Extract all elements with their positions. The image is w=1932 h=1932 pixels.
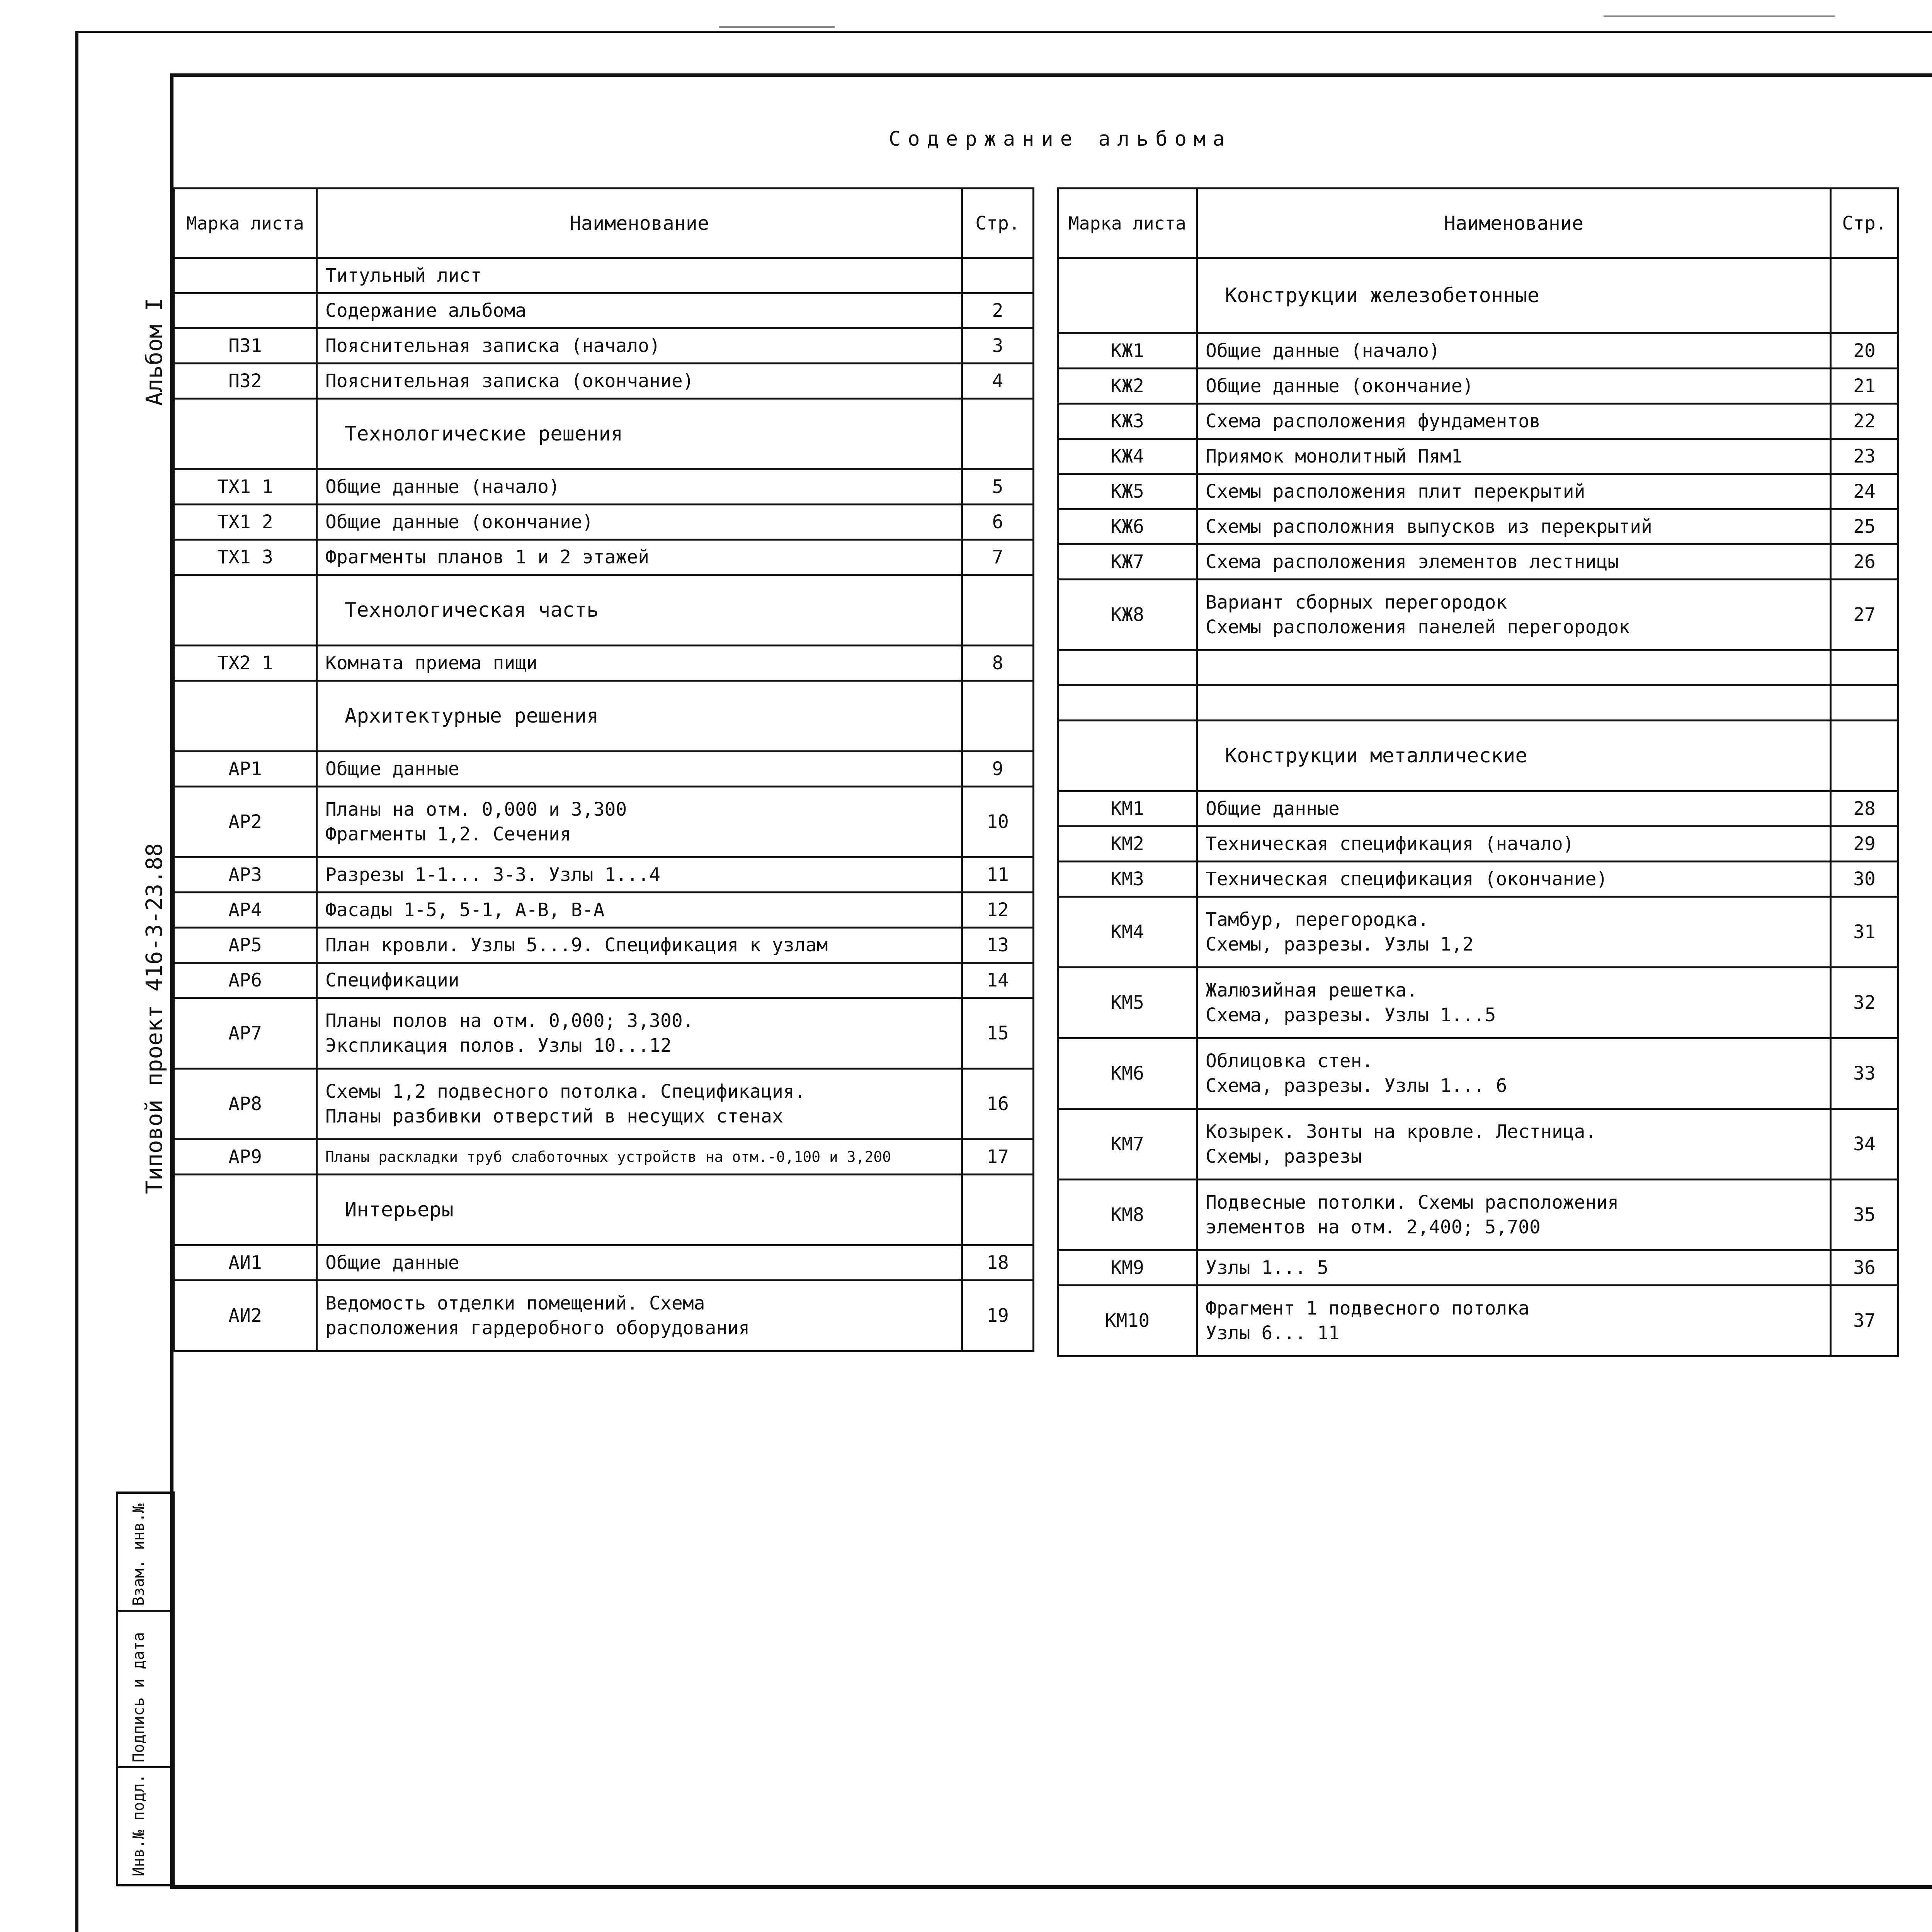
table-row bbox=[1058, 862, 1898, 897]
row-page: 9 bbox=[962, 752, 1034, 787]
row-page: 3 bbox=[962, 328, 1034, 364]
row-mark: КЖ7 bbox=[1058, 544, 1197, 580]
table-row bbox=[1058, 580, 1898, 650]
row-name: Общие данные (окончание) bbox=[317, 505, 962, 540]
table-row bbox=[174, 505, 1034, 540]
row-mark: КЖ5 bbox=[1058, 474, 1197, 509]
table-row bbox=[174, 293, 1034, 328]
row-name: Козырек. Зонты на кровле. Лестница. Схемы, разрезы bbox=[1197, 1109, 1831, 1180]
stamp-podpis: Подпись и дата bbox=[130, 1632, 148, 1762]
row-page: 30 bbox=[1831, 862, 1898, 897]
row-mark: АР3 bbox=[174, 857, 317, 893]
row-page bbox=[1831, 650, 1898, 685]
row-mark: КЖ2 bbox=[1058, 369, 1197, 404]
page-title: Содержание альбома bbox=[889, 128, 1232, 151]
row-name: Конструкции металлические bbox=[1197, 721, 1831, 791]
table-row bbox=[174, 998, 1034, 1069]
table-row bbox=[174, 787, 1034, 857]
row-page: 37 bbox=[1831, 1286, 1898, 1356]
row-mark: КМ6 bbox=[1058, 1038, 1197, 1109]
row-page: 31 bbox=[1831, 897, 1898, 968]
row-mark: АР5 bbox=[174, 928, 317, 963]
row-page: 21 bbox=[1831, 369, 1898, 404]
table-row bbox=[1058, 1038, 1898, 1109]
row-name: Вариант сборных перегородок Схемы расположения панелей перегородок bbox=[1197, 580, 1831, 650]
row-page: 29 bbox=[1831, 827, 1898, 862]
table-row bbox=[174, 963, 1034, 998]
row-mark bbox=[1058, 721, 1197, 791]
row-page: 35 bbox=[1831, 1180, 1898, 1250]
row-page: 23 bbox=[1831, 439, 1898, 474]
approval-stamp bbox=[116, 1492, 175, 1886]
row-page: 13 bbox=[962, 928, 1034, 963]
row-name: Спецификации bbox=[317, 963, 962, 998]
row-mark: АР4 bbox=[174, 893, 317, 928]
row-name: План кровли. Узлы 5...9. Спецификация к узлам bbox=[317, 928, 962, 963]
album-label: Альбом I bbox=[141, 298, 167, 406]
row-page bbox=[962, 1175, 1034, 1245]
table-row bbox=[1058, 1286, 1898, 1356]
row-mark: КМ10 bbox=[1058, 1286, 1197, 1356]
row-mark: ПЗ1 bbox=[174, 328, 317, 364]
row-name: Общие данные bbox=[1197, 791, 1831, 827]
row-name: Интерьеры bbox=[317, 1175, 962, 1245]
row-mark: АР8 bbox=[174, 1069, 317, 1139]
row-page bbox=[962, 681, 1034, 752]
row-page bbox=[1831, 685, 1898, 721]
row-name: Технологическая часть bbox=[317, 575, 962, 646]
row-mark bbox=[1058, 258, 1197, 333]
row-mark: КЖ3 bbox=[1058, 404, 1197, 439]
row-name: Тамбур, перегородка. Схемы, разрезы. Узлы 1,2 bbox=[1197, 897, 1831, 968]
table-row bbox=[1058, 685, 1898, 721]
row-page: 26 bbox=[1831, 544, 1898, 580]
row-mark bbox=[174, 293, 317, 328]
row-mark: АИ2 bbox=[174, 1281, 317, 1351]
row-page: 12 bbox=[962, 893, 1034, 928]
stamp-inv-podl: Инв.№ подл. bbox=[130, 1774, 148, 1876]
row-page: 15 bbox=[962, 998, 1034, 1069]
row-name: Ведомость отделки помещений. Схема расположения гардеробного оборудования bbox=[317, 1281, 962, 1351]
row-name: Планы полов на отм. 0,000; 3,300. Экспликация полов. Узлы 10...12 bbox=[317, 998, 962, 1069]
table-row bbox=[174, 575, 1034, 646]
row-mark: ТХ1 3 bbox=[174, 540, 317, 575]
row-name: Архитектурные решения bbox=[317, 681, 962, 752]
row-name: Конструкции железобетонные bbox=[1197, 258, 1831, 333]
row-page: 16 bbox=[962, 1069, 1034, 1139]
row-name: Схема расположения фундаментов bbox=[1197, 404, 1831, 439]
row-mark: КМ9 bbox=[1058, 1250, 1197, 1286]
row-page: 17 bbox=[962, 1139, 1034, 1175]
row-page: 19 bbox=[962, 1281, 1034, 1351]
row-mark: КМ7 bbox=[1058, 1109, 1197, 1180]
table-row bbox=[174, 1139, 1034, 1175]
row-mark: АР2 bbox=[174, 787, 317, 857]
row-mark: АР1 bbox=[174, 752, 317, 787]
table-row bbox=[1058, 369, 1898, 404]
row-name: Разрезы 1-1... 3-3. Узлы 1...4 bbox=[317, 857, 962, 893]
row-name: Фасады 1-5, 5-1, А-В, В-А bbox=[317, 893, 962, 928]
header-page: Стр. bbox=[962, 189, 1034, 258]
table-row bbox=[1058, 333, 1898, 369]
row-mark: КЖ8 bbox=[1058, 580, 1197, 650]
table-row bbox=[1058, 404, 1898, 439]
row-name: Планы на отм. 0,000 и 3,300 Фрагменты 1,2. Сечения bbox=[317, 787, 962, 857]
row-name: Титульный лист bbox=[317, 258, 962, 293]
row-mark bbox=[1058, 685, 1197, 721]
table-row bbox=[1058, 258, 1898, 333]
table-row bbox=[1058, 650, 1898, 685]
row-mark: КМ2 bbox=[1058, 827, 1197, 862]
row-page: 20 bbox=[1831, 333, 1898, 369]
table-row bbox=[1058, 1109, 1898, 1180]
row-name: Общие данные (окончание) bbox=[1197, 369, 1831, 404]
row-mark: АР6 bbox=[174, 963, 317, 998]
row-name: Жалюзийная решетка. Схема, разрезы. Узлы 1...5 bbox=[1197, 968, 1831, 1038]
row-name: Приямок монолитный Пям1 bbox=[1197, 439, 1831, 474]
table-row bbox=[1058, 721, 1898, 791]
row-name: Пояснительная записка (окончание) bbox=[317, 364, 962, 399]
row-page: 25 bbox=[1831, 509, 1898, 544]
table-row bbox=[174, 540, 1034, 575]
row-name: Облицовка стен. Схема, разрезы. Узлы 1... 6 bbox=[1197, 1038, 1831, 1109]
row-mark: КЖ6 bbox=[1058, 509, 1197, 544]
row-page: 28 bbox=[1831, 791, 1898, 827]
table-row bbox=[1058, 474, 1898, 509]
row-mark: КМ4 bbox=[1058, 897, 1197, 968]
table-row bbox=[174, 364, 1034, 399]
header-name: Наименование bbox=[317, 189, 962, 258]
row-name: Планы раскладки труб слаботочных устройств на отм.-0,100 и 3,200 bbox=[317, 1139, 962, 1175]
row-name: Фрагменты планов 1 и 2 этажей bbox=[317, 540, 962, 575]
table-row bbox=[174, 681, 1034, 752]
row-mark: КМ8 bbox=[1058, 1180, 1197, 1250]
row-mark: ТХ2 1 bbox=[174, 646, 317, 681]
row-name: Техническая спецификация (окончание) bbox=[1197, 862, 1831, 897]
row-mark: КЖ1 bbox=[1058, 333, 1197, 369]
row-mark bbox=[174, 575, 317, 646]
row-mark: АР9 bbox=[174, 1139, 317, 1175]
row-page: 34 bbox=[1831, 1109, 1898, 1180]
row-name: Пояснительная записка (начало) bbox=[317, 328, 962, 364]
row-page: 8 bbox=[962, 646, 1034, 681]
row-mark bbox=[174, 399, 317, 469]
row-name: Комната приема пищи bbox=[317, 646, 962, 681]
table-header bbox=[1058, 189, 1898, 258]
row-page: 33 bbox=[1831, 1038, 1898, 1109]
stamp-cell bbox=[118, 1494, 172, 1612]
row-page: 22 bbox=[1831, 404, 1898, 439]
row-page: 4 bbox=[962, 364, 1034, 399]
table-header bbox=[174, 189, 1034, 258]
table-row bbox=[1058, 1180, 1898, 1250]
row-mark: ТХ1 2 bbox=[174, 505, 317, 540]
table-row bbox=[174, 1069, 1034, 1139]
row-mark bbox=[1058, 650, 1197, 685]
row-page: 24 bbox=[1831, 474, 1898, 509]
header-name: Наименование bbox=[1197, 189, 1831, 258]
stamp-cell bbox=[118, 1768, 172, 1880]
table-row bbox=[174, 646, 1034, 681]
header-mark: Марка листа bbox=[1058, 189, 1197, 258]
row-mark bbox=[174, 1175, 317, 1245]
header-mark: Марка листа bbox=[174, 189, 317, 258]
row-page bbox=[962, 258, 1034, 293]
row-name: Общие данные bbox=[317, 1245, 962, 1281]
table-row bbox=[1058, 897, 1898, 968]
table-row bbox=[174, 752, 1034, 787]
row-mark: АИ1 bbox=[174, 1245, 317, 1281]
row-name: Схемы 1,2 подвесного потолка. Спецификация. Планы разбивки отверстий в несущих стенах bbox=[317, 1069, 962, 1139]
row-page: 11 bbox=[962, 857, 1034, 893]
row-mark bbox=[174, 681, 317, 752]
contents-table-left bbox=[173, 187, 1034, 1352]
table-row bbox=[1058, 1250, 1898, 1286]
table-row bbox=[1058, 968, 1898, 1038]
table-row bbox=[174, 928, 1034, 963]
row-page: 6 bbox=[962, 505, 1034, 540]
row-page: 32 bbox=[1831, 968, 1898, 1038]
row-page: 2 bbox=[962, 293, 1034, 328]
row-page bbox=[1831, 721, 1898, 791]
project-label: Типовой проект 416-3-23.88 bbox=[141, 843, 167, 1194]
contents-table-right bbox=[1057, 187, 1899, 1357]
row-name: Фрагмент 1 подвесного потолка Узлы 6... 11 bbox=[1197, 1286, 1831, 1356]
scan-artifact bbox=[719, 26, 835, 28]
row-page: 14 bbox=[962, 963, 1034, 998]
table-row bbox=[1058, 509, 1898, 544]
row-mark bbox=[174, 258, 317, 293]
row-page: 36 bbox=[1831, 1250, 1898, 1286]
row-page bbox=[1831, 258, 1898, 333]
row-mark: ПЗ2 bbox=[174, 364, 317, 399]
row-name: Общие данные (начало) bbox=[317, 469, 962, 505]
table-row bbox=[1058, 791, 1898, 827]
row-name: Общие данные (начало) bbox=[1197, 333, 1831, 369]
row-mark: КМ3 bbox=[1058, 862, 1197, 897]
table-row bbox=[1058, 439, 1898, 474]
row-page bbox=[962, 575, 1034, 646]
table-row bbox=[174, 1281, 1034, 1351]
row-page: 5 bbox=[962, 469, 1034, 505]
table-row bbox=[174, 469, 1034, 505]
header-page: Стр. bbox=[1831, 189, 1898, 258]
row-mark: КМ5 bbox=[1058, 968, 1197, 1038]
row-page: 27 bbox=[1831, 580, 1898, 650]
row-name bbox=[1197, 650, 1831, 685]
row-name: Узлы 1... 5 bbox=[1197, 1250, 1831, 1286]
table-row bbox=[1058, 544, 1898, 580]
table-row bbox=[174, 1245, 1034, 1281]
row-name: Схемы расположения плит перекрытий bbox=[1197, 474, 1831, 509]
row-name bbox=[1197, 685, 1831, 721]
stamp-vzam: Взам. инв.№ bbox=[130, 1503, 148, 1606]
row-page: 7 bbox=[962, 540, 1034, 575]
row-name: Схемы расположния выпусков из перекрытий bbox=[1197, 509, 1831, 544]
table-row bbox=[174, 399, 1034, 469]
row-mark: АР7 bbox=[174, 998, 317, 1069]
row-mark: ТХ1 1 bbox=[174, 469, 317, 505]
table-row bbox=[1058, 827, 1898, 862]
row-page bbox=[962, 399, 1034, 469]
row-mark: КЖ4 bbox=[1058, 439, 1197, 474]
row-name: Техническая спецификация (начало) bbox=[1197, 827, 1831, 862]
table-row bbox=[174, 893, 1034, 928]
row-name: Схема расположения элементов лестницы bbox=[1197, 544, 1831, 580]
row-page: 18 bbox=[962, 1245, 1034, 1281]
row-name: Содержание альбома bbox=[317, 293, 962, 328]
row-name: Подвесные потолки. Схемы расположения элементов на отм. 2,400; 5,700 bbox=[1197, 1180, 1831, 1250]
table-row bbox=[174, 328, 1034, 364]
table-row bbox=[174, 857, 1034, 893]
row-name: Технологические решения bbox=[317, 399, 962, 469]
row-mark: КМ1 bbox=[1058, 791, 1197, 827]
row-name: Общие данные bbox=[317, 752, 962, 787]
table-row bbox=[174, 258, 1034, 293]
scan-artifact bbox=[1604, 15, 1835, 17]
table-row bbox=[174, 1175, 1034, 1245]
row-page: 10 bbox=[962, 787, 1034, 857]
stamp-cell bbox=[118, 1612, 172, 1768]
